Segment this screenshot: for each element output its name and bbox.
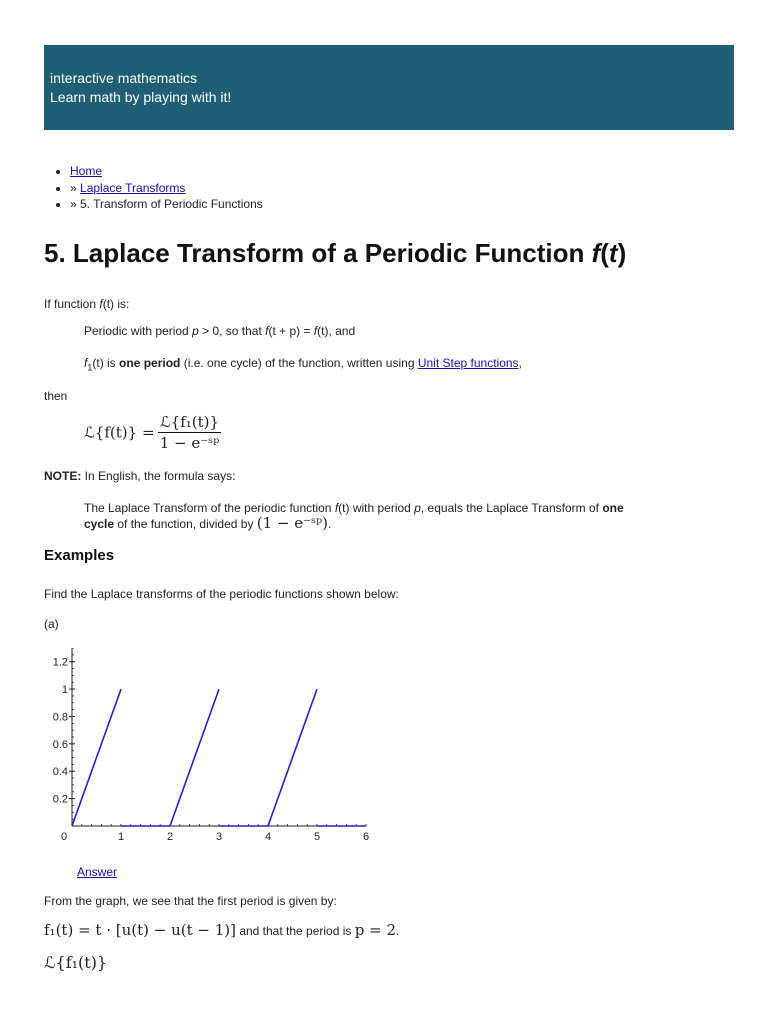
y-tick-label: 0.4 [52, 766, 68, 779]
x-tick-label: 3 [215, 831, 223, 843]
breadcrumb [44, 163, 263, 213]
breadcrumb-laplace-link[interactable]: Laplace Transforms [80, 180, 186, 195]
first-period-text: From the graph, we see that the first period is given by: [44, 894, 337, 908]
breadcrumb-item-home [70, 163, 263, 180]
intro-line: If function f(t) is: [44, 297, 130, 311]
page-title: 5. Laplace Transform of a Periodic Function f(t) [44, 238, 627, 268]
breadcrumb-separator: » [70, 180, 81, 195]
site-banner [44, 45, 734, 130]
chart-series [72, 689, 366, 826]
then-text: then [44, 389, 68, 403]
periodic-laplace-formula: ℒ{f(t)} = $\frac{\text{ℒ\{f₁(t)\}}}{\text{1 − e⁻ˢᵖ}}$ [84, 413, 220, 452]
x-tick-label: 0 [60, 831, 68, 843]
x-tick-label: 1 [117, 831, 125, 843]
y-tick-label: 1.2 [52, 656, 68, 669]
note-line: NOTE: In English, the formula says: [44, 469, 236, 483]
x-tick-label: 6 [362, 831, 370, 843]
breadcrumb-home-link[interactable]: Home [70, 164, 103, 178]
f1-definition-line: f₁(t) = t · [u(t) − u(t − 1)] and that the period is p = 2. [44, 921, 400, 939]
y-tick-label: 0.8 [52, 711, 68, 724]
x-tick-label: 2 [166, 831, 174, 843]
note-explanation-line2: cycle of the function, divided by (1 − e⁻ˢᵖ). [84, 514, 332, 532]
breadcrumb-item-current: • » 5. Transform of Periodic Functions [70, 196, 263, 213]
examples-instruction: Find the Laplace transforms of the periodic functions shown below: [44, 587, 399, 601]
answer-link-wrap [77, 865, 117, 879]
x-tick-label: 4 [264, 831, 272, 843]
x-tick-label: 5 [313, 831, 321, 843]
series-line [72, 689, 366, 826]
chart-axes [72, 648, 366, 826]
laplace-f1-line: ℒ{f₁(t)} [44, 953, 108, 972]
answer-link[interactable]: Answer [77, 865, 118, 879]
y-tick-label: 1 [61, 684, 68, 697]
periodic-function-chart [40, 648, 380, 848]
example-a-label: (a) [44, 617, 59, 631]
condition-one-period: $f_1(t)$ is one period (i.e. one cycle) of the function, written using Unit Step functions, [84, 356, 522, 373]
breadcrumb-item-laplace [70, 180, 263, 197]
note-explanation-line1: The Laplace Transform of the periodic function f(t) with period p, equals the Laplace Transform of one [84, 501, 624, 515]
y-tick-label: 0.2 [52, 793, 68, 806]
unit-step-functions-link[interactable]: Unit Step functions [417, 356, 519, 370]
condition-periodic: Periodic with period p > 0, so that f(t + p) = f(t), and [84, 324, 356, 338]
site-name[interactable]: interactive mathematics [50, 70, 198, 86]
site-tagline: Learn math by playing with it! [50, 89, 232, 105]
examples-heading: Examples [44, 547, 115, 564]
y-tick-label: 0.6 [52, 738, 68, 751]
